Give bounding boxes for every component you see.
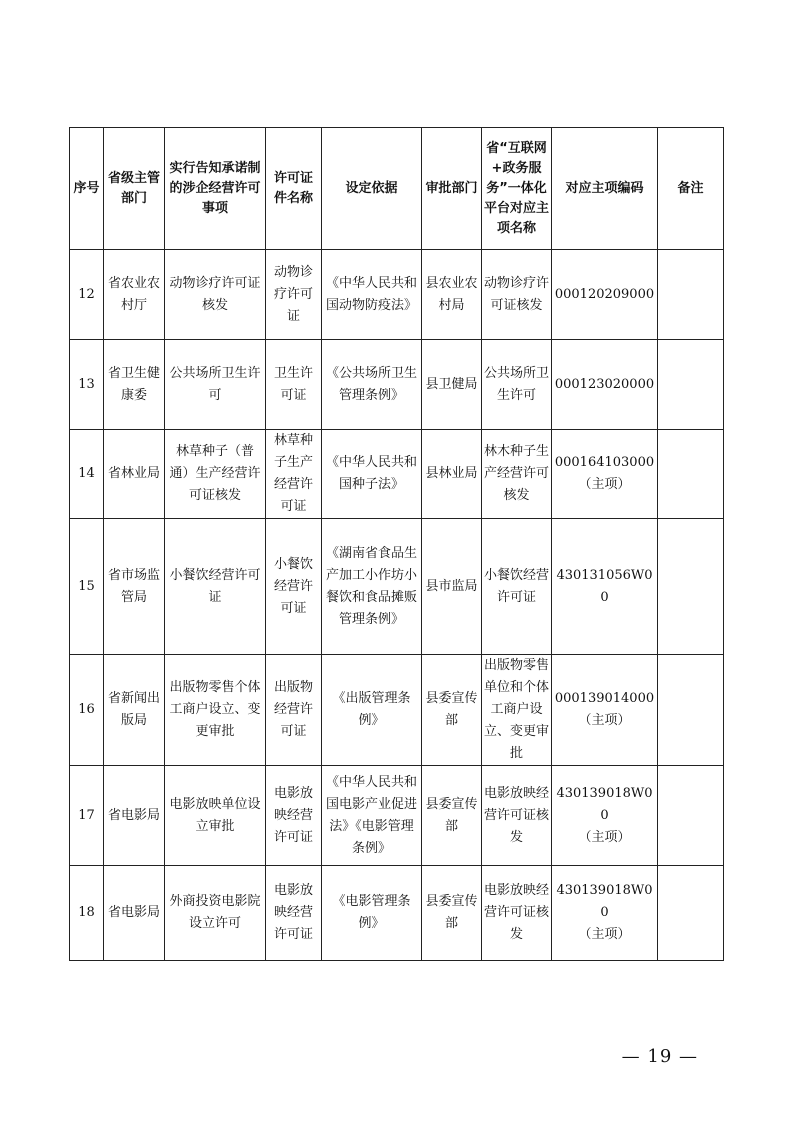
header-licensing-item: 实行告知承诺制的涉企经营许可事项 — [165, 128, 266, 250]
cell-provincial-department: 省新闻出版局 — [104, 655, 165, 766]
cell-remarks — [658, 250, 724, 340]
licensing-table — [69, 127, 724, 961]
cell-serial-number: 16 — [70, 655, 104, 766]
cell-serial-number: 18 — [70, 866, 104, 961]
cell-legal-basis: 《中华人民共和国种子法》 — [322, 430, 422, 519]
header-remarks: 备注 — [658, 128, 724, 250]
cell-serial-number: 13 — [70, 340, 104, 430]
cell-platform-item-name: 电影放映经营许可证核发 — [482, 766, 552, 866]
cell-license-name: 动物诊疗许可证 — [266, 250, 322, 340]
item-code-value: 000164103000 — [554, 455, 655, 470]
cell-licensing-item: 公共场所卫生许可 — [165, 340, 266, 430]
table-row — [70, 866, 724, 961]
table-row — [70, 430, 724, 519]
cell-platform-item-name: 小餐饮经营许可证 — [482, 519, 552, 655]
cell-license-name: 林草种子生产经营许可证 — [266, 430, 322, 519]
cell-licensing-item: 小餐饮经营许可证 — [165, 519, 266, 655]
cell-licensing-item: 外商投资电影院设立许可 — [165, 866, 266, 961]
cell-approval-department: 县卫健局 — [422, 340, 482, 430]
cell-provincial-department: 省电影局 — [104, 766, 165, 866]
cell-legal-basis: 《出版管理条例》 — [322, 655, 422, 766]
cell-remarks — [658, 430, 724, 519]
cell-legal-basis: 《公共场所卫生管理条例》 — [322, 340, 422, 430]
cell-item-code — [552, 340, 658, 430]
cell-provincial-department: 省市场监管局 — [104, 519, 165, 655]
item-code-note: （主项） — [578, 713, 631, 728]
header-license-name: 许可证件名称 — [266, 128, 322, 250]
cell-platform-item-name: 电影放映经营许可证核发 — [482, 866, 552, 961]
header-platform-item-name: 省“互联网+政务服务”一体化平台对应主项名称 — [482, 128, 552, 250]
cell-platform-item-name: 出版物零售单位和个体工商户设立、变更审批 — [482, 655, 552, 766]
table-row — [70, 519, 724, 655]
cell-approval-department: 县市监局 — [422, 519, 482, 655]
cell-licensing-item: 动物诊疗许可证核发 — [165, 250, 266, 340]
cell-legal-basis: 《中华人民共和国电影产业促进法》《电影管理条例》 — [322, 766, 422, 866]
item-code-note: （主项） — [578, 927, 631, 942]
cell-serial-number: 14 — [70, 430, 104, 519]
cell-remarks — [658, 655, 724, 766]
cell-provincial-department: 省电影局 — [104, 866, 165, 961]
table-row — [70, 766, 724, 866]
header-provincial-department: 省级主管部门 — [104, 128, 165, 250]
cell-license-name: 电影放映经营许可证 — [266, 866, 322, 961]
table-row — [70, 340, 724, 430]
cell-license-name: 出版物经营许可证 — [266, 655, 322, 766]
cell-serial-number: 17 — [70, 766, 104, 866]
cell-remarks — [658, 866, 724, 961]
page-number: — 19 — — [621, 1046, 698, 1067]
cell-licensing-item: 林草种子（普通）生产经营许可证核发 — [165, 430, 266, 519]
item-code-value: 430139018W00 — [556, 785, 653, 823]
cell-approval-department: 县农业农村局 — [422, 250, 482, 340]
cell-approval-department: 县委宣传部 — [422, 766, 482, 866]
table-header-row — [70, 128, 724, 250]
cell-item-code — [552, 430, 658, 519]
table-row — [70, 655, 724, 766]
cell-remarks — [658, 766, 724, 866]
cell-remarks — [658, 340, 724, 430]
cell-serial-number: 12 — [70, 250, 104, 340]
cell-platform-item-name: 动物诊疗许可证核发 — [482, 250, 552, 340]
cell-provincial-department: 省农业农村厅 — [104, 250, 165, 340]
item-code-value: 000139014000 — [554, 691, 655, 706]
cell-serial-number: 15 — [70, 519, 104, 655]
cell-approval-department: 县委宣传部 — [422, 866, 482, 961]
cell-item-code — [552, 519, 658, 655]
item-code-value: 000120209000 — [554, 286, 655, 302]
item-code-value: 000123020000 — [554, 376, 655, 392]
cell-licensing-item: 出版物零售个体工商户设立、变更审批 — [165, 655, 266, 766]
header-legal-basis: 设定依据 — [322, 128, 422, 250]
cell-license-name: 电影放映经营许可证 — [266, 766, 322, 866]
cell-remarks — [658, 519, 724, 655]
cell-provincial-department: 省卫生健康委 — [104, 340, 165, 430]
cell-licensing-item: 电影放映单位设立审批 — [165, 766, 266, 866]
item-code-note: （主项） — [578, 477, 631, 492]
item-code-value: 430131056W00 — [556, 567, 653, 605]
cell-legal-basis: 《中华人民共和国动物防疫法》 — [322, 250, 422, 340]
cell-item-code — [552, 250, 658, 340]
cell-platform-item-name: 林木种子生产经营许可核发 — [482, 430, 552, 519]
header-item-code: 对应主项编码 — [552, 128, 658, 250]
cell-item-code — [552, 766, 658, 866]
cell-license-name: 卫生许可证 — [266, 340, 322, 430]
cell-legal-basis: 《电影管理条例》 — [322, 866, 422, 961]
cell-provincial-department: 省林业局 — [104, 430, 165, 519]
cell-license-name: 小餐饮经营许可证 — [266, 519, 322, 655]
cell-platform-item-name: 公共场所卫生许可 — [482, 340, 552, 430]
item-code-value: 430139018W00 — [556, 883, 653, 920]
cell-legal-basis: 《湖南省食品生产加工小作坊小餐饮和食品摊贩管理条例》 — [322, 519, 422, 655]
table-row — [70, 250, 724, 340]
cell-approval-department: 县委宣传部 — [422, 655, 482, 766]
cell-item-code — [552, 655, 658, 766]
cell-approval-department: 县林业局 — [422, 430, 482, 519]
header-serial-number: 序号 — [70, 128, 104, 250]
item-code-note: （主项） — [578, 829, 631, 845]
cell-item-code — [552, 866, 658, 961]
header-approval-department: 审批部门 — [422, 128, 482, 250]
